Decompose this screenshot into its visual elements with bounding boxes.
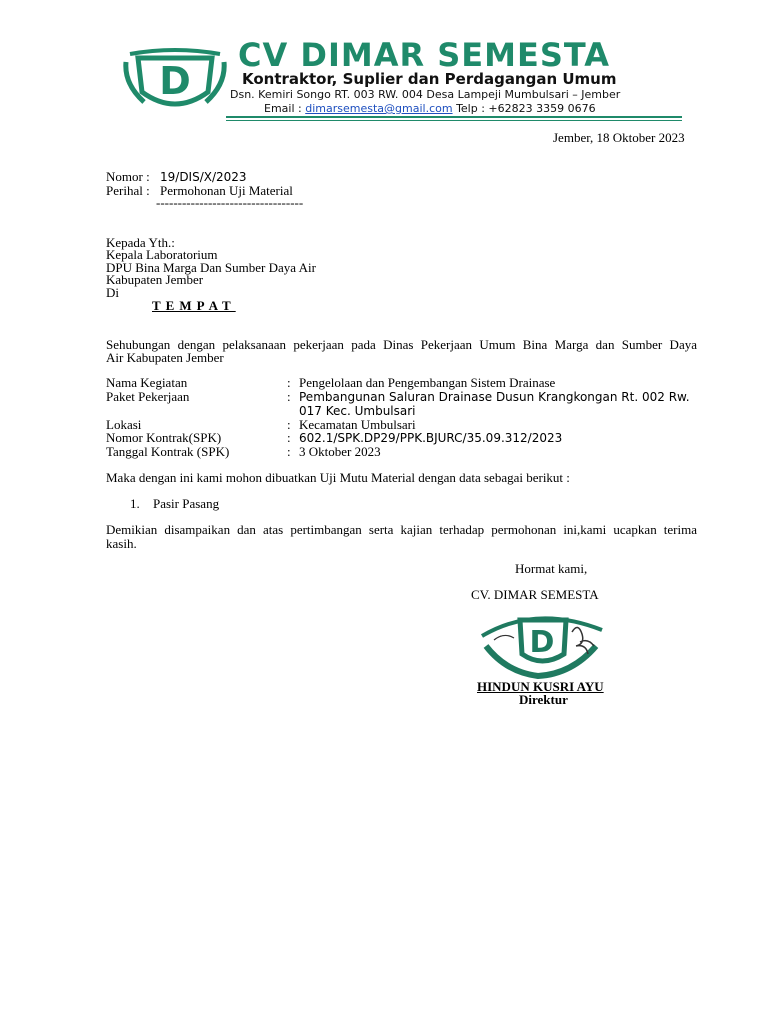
recipient-line: DPU Bina Marga Dan Sumber Daya Air bbox=[106, 260, 316, 275]
detail-value: Kecamatan Umbulsari bbox=[299, 417, 416, 432]
email-link[interactable]: dimarsemesta@gmail.com bbox=[305, 102, 453, 115]
recipient-line: Kepala Laboratorium bbox=[106, 247, 218, 262]
detail-label: Lokasi bbox=[106, 417, 142, 432]
detail-value: Pengelolaan dan Pengembangan Sistem Drainase bbox=[299, 375, 556, 390]
tempat-heading: TEMPAT bbox=[152, 298, 236, 313]
detail-colon: : bbox=[287, 375, 291, 390]
detail-value: 602.1/SPK.DP29/PPK.BJURC/35.09.312/2023 bbox=[299, 431, 563, 445]
intro-paragraph: Sehubungan dengan pelaksanaan pekerjaan pada Dinas Pekerjaan Umum Bina Marga dan Sumber Daya bbox=[106, 337, 697, 352]
letterhead-divider bbox=[226, 116, 682, 118]
detail-label: Tanggal Kontrak (SPK) bbox=[106, 444, 230, 459]
company-contact bbox=[264, 102, 596, 115]
perihal-value: Permohonan Uji Material bbox=[160, 183, 293, 198]
signer-title: Direktur bbox=[519, 692, 568, 707]
regards-text: Hormat kami, bbox=[515, 561, 588, 576]
perihal-label: Perihal : bbox=[106, 183, 150, 198]
signer-name: HINDUN KUSRI AYU bbox=[477, 679, 604, 694]
signer-company: CV. DIMAR SEMESTA bbox=[471, 587, 599, 602]
detail-label: Paket Pekerjaan bbox=[106, 389, 190, 404]
detail-colon: : bbox=[287, 417, 291, 432]
detail-colon: : bbox=[287, 444, 291, 459]
recipient-line: Kepada Yth.: bbox=[106, 235, 175, 250]
detail-colon: : bbox=[287, 430, 291, 445]
intro-paragraph-cont: Air Kabupaten Jember bbox=[106, 350, 224, 365]
closing-paragraph: Demikian disampaikan dan atas pertimbangan serta kajian terhadap permohonan ini,kami ucapkan terima bbox=[106, 522, 697, 537]
nomor-value: 19/DIS/X/2023 bbox=[160, 170, 247, 184]
stamp-letter: D bbox=[529, 625, 555, 660]
nomor-label: Nomor : bbox=[106, 169, 150, 184]
detail-label: Nomor Kontrak(SPK) bbox=[106, 430, 222, 445]
logo-letter: D bbox=[159, 59, 191, 103]
letter-date: Jember, 18 Oktober 2023 bbox=[553, 130, 685, 145]
detail-value-cont: 017 Kec. Umbulsari bbox=[299, 404, 416, 418]
stamp-signature-icon bbox=[476, 602, 608, 682]
perihal-rule: ---------------------------------- bbox=[156, 195, 304, 210]
company-address: Dsn. Kemiri Songo RT. 003 RW. 004 Desa Lampeji Mumbulsari – Jember bbox=[230, 88, 621, 101]
item-number: 1. bbox=[130, 496, 140, 511]
recipient-line: Kabupaten Jember bbox=[106, 272, 204, 287]
recipient-line: Di bbox=[106, 285, 119, 300]
letterhead-divider-thin bbox=[226, 120, 682, 121]
detail-value: 3 Oktober 2023 bbox=[299, 444, 381, 459]
email-label: Email : bbox=[264, 102, 302, 115]
item-text: Pasir Pasang bbox=[153, 496, 220, 511]
detail-colon: : bbox=[287, 389, 291, 404]
company-name: CV DIMAR SEMESTA bbox=[238, 36, 611, 74]
detail-value: Pembangunan Saluran Drainase Dusun Krangkongan Rt. 002 Rw. bbox=[299, 390, 690, 404]
detail-label: Nama Kegiatan bbox=[106, 375, 188, 390]
company-logo-icon bbox=[122, 44, 228, 116]
phone-text: Telp : +62823 3359 0676 bbox=[456, 102, 596, 115]
closing-paragraph-cont: kasih. bbox=[106, 536, 137, 551]
request-paragraph: Maka dengan ini kami mohon dibuatkan Uji Mutu Material dengan data sebagai berikut : bbox=[106, 470, 570, 485]
company-tagline: Kontraktor, Suplier dan Perdagangan Umum bbox=[242, 70, 617, 88]
